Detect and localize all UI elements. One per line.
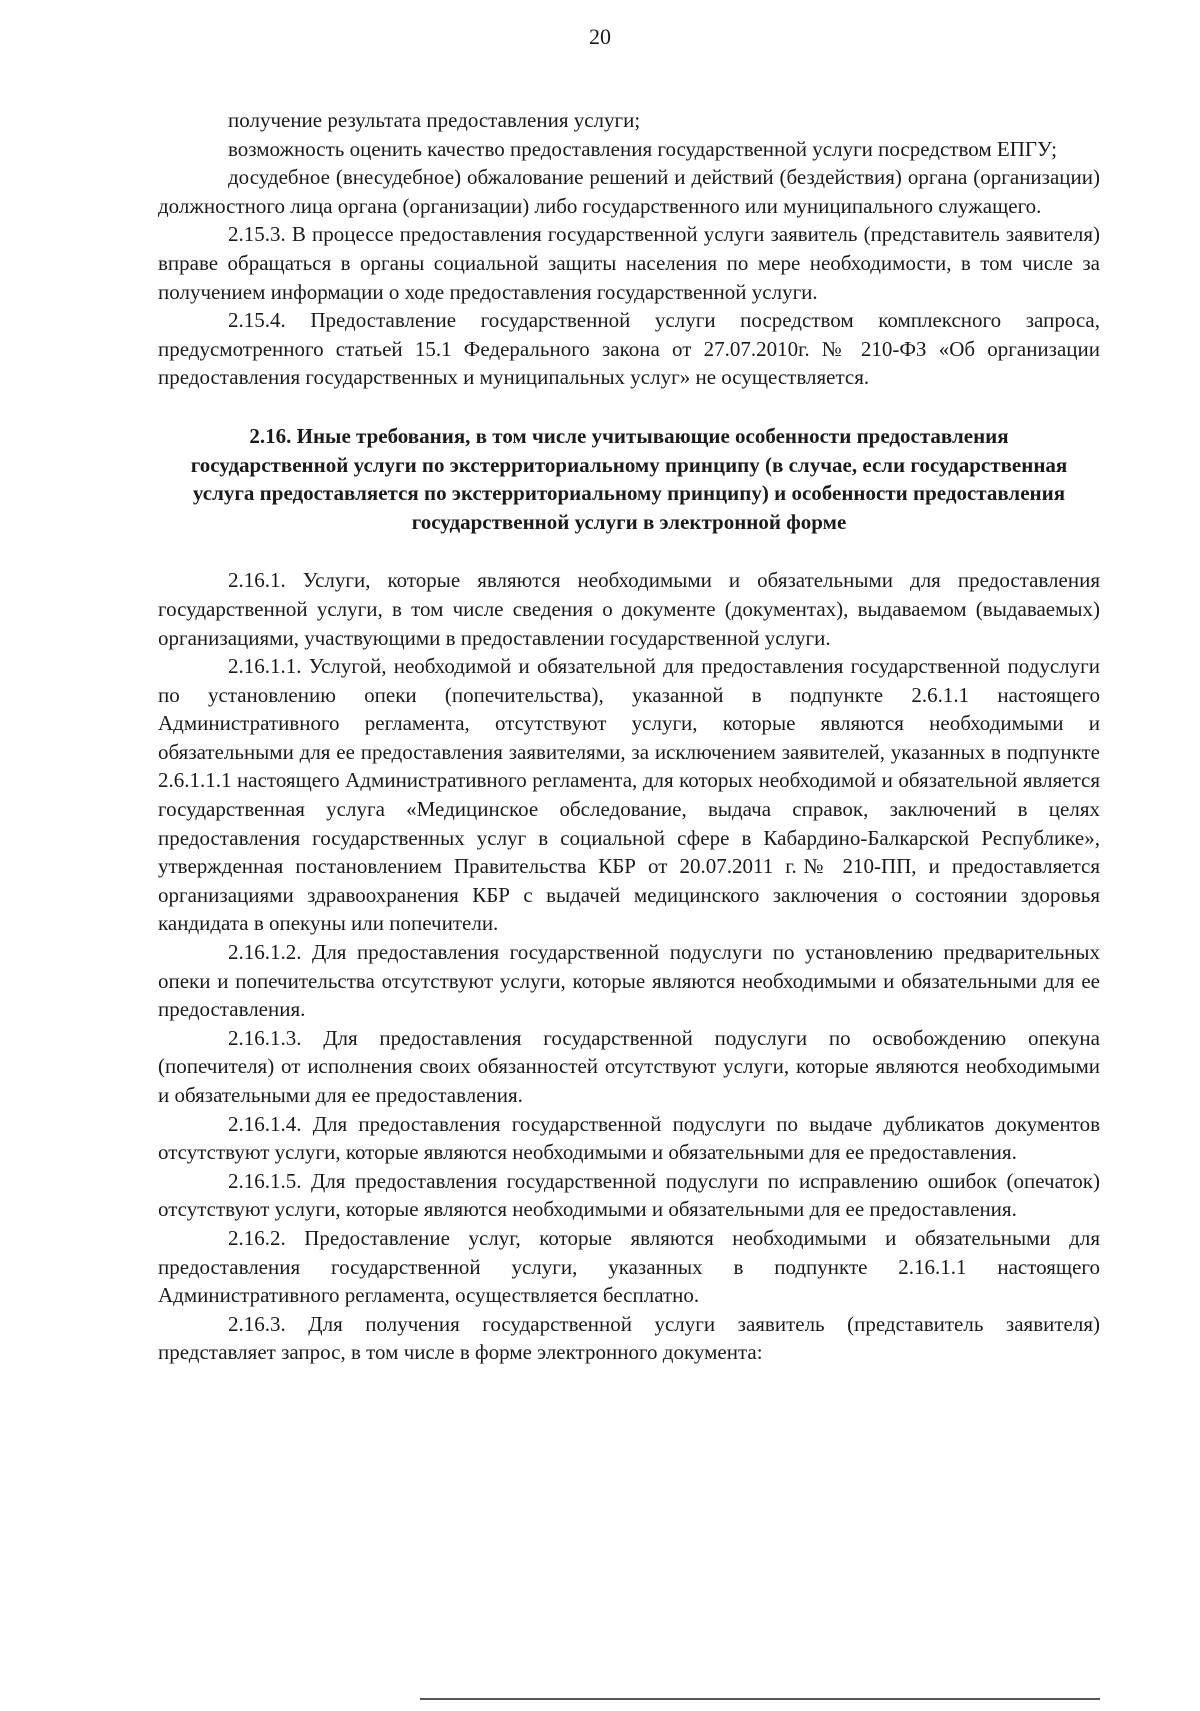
paragraph-2-16-1-1: 2.16.1.1. Услугой, необходимой и обязательной для предоставления государственной подуслуги по установлению опеки (попечительства), указанной в подпункте 2.6.1.1 настоящего Административного регламента, отсутствуют услуги, которые являются необходимыми и обязательными для ее предоставления заявителями, за исключением заявителей, указанных в подпункте 2.6.1.1.1 настоящего Административного регламента, для которых необходимой и обязательной является государственная услуга «Медицинское обследование, выдача справок, заключений в целях предоставления государственных услуг в социальной сфере в Кабардино-Балкарской Республике», утвержденная постановлением Правительства КБР от 20.07.2011 г.№ 210-ПП, и предоставляется организациями здравоохранения КБР с выдачей медицинского заключения о состоянии здоровья кандидата в опекуны или попечители. (158, 654, 1100, 936)
paragraph-2-16-1-3: 2.16.1.3. Для предоставления государственной подуслуги по освобождению опекуна (попечителя) от исполнения своих обязанностей отсутствуют услуги, которые являются необходимыми и обязательными для ее предоставления. (158, 1025, 1100, 1107)
paragraph-2-15-3: 2.15.3. В процессе предоставления государственной услуги заявитель (представитель заявителя) вправе обращаться в органы социальной защиты населения по мере необходимости, в том числе за получением информации о ходе предоставления государственной услуги. (158, 222, 1100, 304)
paragraph: получение результата предоставления услуги; (228, 108, 641, 132)
paragraph-2-15-4: 2.15.4. Предоставление государственной услуги посредством комплексного запроса, предусмотренного статьей 15.1 Федерального закона от 27.07.2010г. № 210-ФЗ «Об организации предоставления государственных и муниципальных услуг» не осуществляется. (158, 308, 1100, 390)
paragraph-2-16-1-2: 2.16.1.2. Для предоставления государственной подуслуги по установлению предварительных опеки и попечительства отсутствуют услуги, которые являются необходимыми и обязательными для ее предоставления. (158, 940, 1100, 1022)
page-number: 20 (589, 24, 611, 49)
section-heading-2-16: 2.16. Иные требования, в том числе учитывающие особенности предоставления государственной услуги по экстерриториальному принципу (в случае, если государственная услуга предоставляется по экстерриториальному принципу) и особенности предоставления государственной услуги в электронной форме (190, 423, 1068, 534)
paragraph: возможность оценить качество предоставления государственной услуги посредством ЕПГУ; (228, 136, 1057, 161)
footer-rule (420, 1698, 1100, 1700)
paragraph-2-16-1: 2.16.1. Услуги, которые являются необходимыми и обязательными для предоставления государственной услуги, в том числе сведения о документе (документах), выдаваемом (выдаваемых) организациями, участвующими в предоставлении государственной услуги. (158, 568, 1100, 650)
paragraph-2-16-1-5: 2.16.1.5. Для предоставления государственной подуслуги по исправлению ошибок (опечаток) отсутствуют услуги, которые являются необходимыми и обязательными для ее предоставления. (158, 1168, 1100, 1222)
document-body (158, 106, 1100, 1367)
paragraph-2-16-1-4: 2.16.1.4. Для предоставления государственной подуслуги по выдаче дубликатов документов отсутствуют услуги, которые являются необходимыми и обязательными для ее предоставления. (158, 1111, 1100, 1165)
paragraph-2-16-2: 2.16.2. Предоставление услуг, которые являются необходимыми и обязательными для предоставления государственной услуги, указанных в подпункте 2.16.1.1 настоящего Административного регламента, осуществляется бесплатно. (158, 1225, 1100, 1308)
paragraph: досудебное (внесудебное) обжалование решений и действий (бездействия) органа (организации) должностного лица органа (организации) либо государственного или муниципального служащего. (158, 165, 1100, 218)
paragraph-2-16-3: 2.16.3. Для получения государственной услуги заявитель (представитель заявителя) представляет запрос, в том числе в форме электронного документа: (158, 1311, 1100, 1365)
